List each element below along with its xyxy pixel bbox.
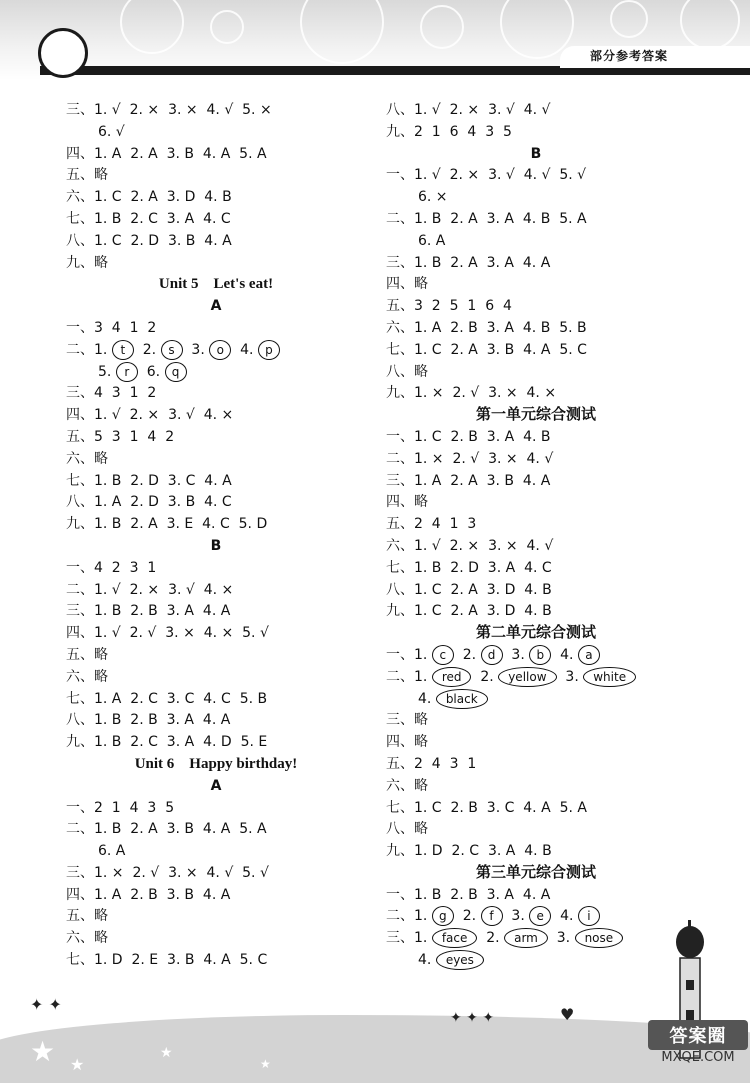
answer-line: 三、1. B 2. B 3. A 4. A [66, 603, 231, 620]
answer-text: 2. [471, 668, 499, 685]
answer-text: 3. [182, 341, 210, 358]
answer-line [386, 950, 686, 972]
subsection-label: B [530, 145, 542, 162]
answer-line: 6. A [98, 843, 126, 860]
answer-text: 3. [502, 908, 530, 925]
subsection-label: B [210, 537, 222, 554]
answer-line: 七、1. A 2. C 3. C 4. C 5. B [66, 690, 268, 707]
circled-answer: e [529, 906, 551, 926]
circled-answer: t [112, 340, 134, 360]
answer-text: 2. [477, 930, 505, 947]
answer-text: 二、1. [386, 908, 432, 925]
answer-line: 四、1. A 2. A 3. B 4. A 5. A [66, 145, 267, 162]
answer-text: 二、1. [66, 341, 112, 358]
section-heading: 第一单元综合测试 [475, 407, 596, 424]
answer-line: 二、1. √ 2. × 3. √ 4. × [66, 581, 234, 598]
answer-line: 七、1. B 2. D 3. A 4. C [386, 559, 552, 576]
answer-line: 九、1. D 2. C 3. A 4. B [386, 843, 552, 860]
watermark-logo: 答案圈 [648, 1020, 748, 1050]
answer-line: 八、1. C 2. D 3. B 4. A [66, 232, 232, 249]
answer-line: 八、略 [386, 363, 428, 380]
answer-line: 一、3 4 1 2 [66, 319, 157, 336]
answer-text: 4. [418, 690, 436, 707]
header-ring-icon [38, 28, 88, 78]
answer-text: 4. [231, 341, 258, 358]
answer-line: 六、略 [386, 777, 428, 794]
circled-answer: g [432, 906, 454, 926]
section-heading: Unit 6 Happy birthday! [134, 755, 298, 772]
circled-word-answer: yellow [498, 667, 556, 687]
answer-line: 七、1. C 2. B 3. C 4. A 5. A [386, 799, 587, 816]
answer-text: 3. [547, 930, 575, 947]
answer-line: 八、1. C 2. A 3. D 4. B [386, 581, 552, 598]
answer-line: 六、略 [66, 930, 108, 947]
answer-text: 6. [137, 363, 165, 380]
answer-line: 八、1. √ 2. × 3. √ 4. √ [386, 102, 551, 118]
circled-word-answer: white [583, 667, 636, 687]
circled-answer: p [258, 340, 280, 360]
answer-line: 6. √ [98, 123, 125, 140]
answer-line: 五、3 2 5 1 6 4 [386, 298, 512, 315]
answer-text: 5. [98, 363, 116, 380]
answer-line: 三、略 [386, 712, 428, 729]
answer-line: 六、1. √ 2. × 3. × 4. √ [386, 537, 554, 554]
answer-line: 三、1. √ 2. × 3. × 4. √ 5. × [66, 102, 272, 118]
circled-answer: b [529, 645, 551, 665]
answer-line: 6. × [418, 189, 448, 206]
section-heading: Unit 5 Let's eat! [158, 276, 274, 293]
answer-line: 二、1. B 2. A 3. B 4. A 5. A [66, 821, 267, 838]
answer-line: 二、1. B 2. A 3. A 4. B 5. A [386, 210, 587, 227]
answer-line: 八、略 [386, 821, 428, 838]
answer-line [386, 928, 686, 950]
circled-answer: o [209, 340, 231, 360]
answer-line: 六、1. C 2. A 3. D 4. B [66, 189, 232, 206]
answer-line: 九、1. B 2. A 3. E 4. C 5. D [66, 516, 268, 533]
answer-text: 4. [418, 952, 436, 969]
answer-line: 6. A [418, 232, 446, 249]
page-header [0, 0, 750, 80]
circled-word-answer: arm [504, 928, 548, 948]
answer-text: 2. [453, 908, 481, 925]
answer-column-right [386, 100, 686, 972]
answer-line: 一、1. B 2. B 3. A 4. A [386, 886, 551, 903]
answer-text: 4. [551, 646, 578, 663]
circled-word-answer: face [432, 928, 478, 948]
page-footer-decoration: ★ ★ ★ ★ ✦ ✦ ✦ ✦ ✦ ♥ [0, 995, 750, 1083]
answer-line [386, 667, 686, 689]
answer-line: 四、略 [386, 276, 428, 293]
circled-answer: c [432, 645, 454, 665]
watermark [648, 1020, 748, 1075]
answer-line: 六、略 [66, 668, 108, 685]
answer-line: 七、1. D 2. E 3. B 4. A 5. C [66, 952, 268, 969]
section-heading: 第二单元综合测试 [475, 625, 596, 642]
answer-line: 四、略 [386, 734, 428, 751]
circled-word-answer: red [432, 667, 472, 687]
answer-line: 九、1. × 2. √ 3. × 4. × [386, 385, 557, 402]
answer-line: 四、1. A 2. B 3. B 4. A [66, 886, 231, 903]
answer-line: 一、1. C 2. B 3. A 4. B [386, 428, 551, 445]
answer-line [386, 689, 686, 711]
answer-line [386, 906, 686, 928]
answer-line: 五、略 [66, 646, 108, 663]
circled-word-answer: eyes [436, 950, 484, 970]
answer-line: 三、1. × 2. √ 3. × 4. √ 5. √ [66, 864, 269, 881]
circled-answer: r [116, 362, 138, 382]
answer-line [386, 645, 686, 667]
circled-answer: s [161, 340, 183, 360]
answer-line: 九、2 1 6 4 3 5 [386, 123, 512, 140]
subsection-label: A [210, 298, 222, 315]
answer-line: 三、1. A 2. A 3. B 4. A [386, 472, 551, 489]
answer-line: 五、5 3 1 4 2 [66, 428, 175, 445]
answer-line: 一、4 2 3 1 [66, 559, 157, 576]
answer-line: 六、1. A 2. B 3. A 4. B 5. B [386, 319, 587, 336]
answer-line: 五、2 4 3 1 [386, 755, 477, 772]
answer-line: 四、略 [386, 494, 428, 511]
circled-answer: f [481, 906, 503, 926]
answer-line: 五、略 [66, 908, 108, 925]
watermark-url: MXQE.COM [661, 1050, 735, 1065]
answer-line: 七、1. B 2. D 3. C 4. A [66, 472, 232, 489]
answer-text: 一、1. [386, 646, 432, 663]
answer-line: 六、略 [66, 450, 108, 467]
answer-line: 九、1. C 2. A 3. D 4. B [386, 603, 552, 620]
answer-line: 五、2 4 1 3 [386, 516, 477, 533]
circled-answer: i [578, 906, 600, 926]
answer-line: 九、1. B 2. C 3. A 4. D 5. E [66, 734, 268, 751]
answer-line: 七、1. B 2. C 3. A 4. C [66, 210, 231, 227]
section-heading: 第三单元综合测试 [475, 864, 596, 881]
answer-text: 4. [551, 908, 578, 925]
circled-word-answer: black [436, 689, 488, 709]
answer-line: 二、1. × 2. √ 3. × 4. √ [386, 450, 554, 467]
answer-line: 四、1. √ 2. √ 3. × 4. × 5. √ [66, 625, 269, 642]
answer-text: 2. [453, 646, 481, 663]
answer-text: 2. [133, 341, 161, 358]
circled-answer: a [578, 645, 600, 665]
answer-text: 3. [556, 668, 584, 685]
circled-answer: d [481, 645, 503, 665]
answer-line: 五、略 [66, 167, 108, 184]
answer-line: 九、略 [66, 254, 108, 271]
answer-text: 3. [502, 646, 530, 663]
answer-line: 一、1. √ 2. × 3. √ 4. √ 5. √ [386, 167, 587, 184]
answer-text: 三、1. [386, 930, 432, 947]
circled-answer: q [165, 362, 187, 382]
answer-column-left [66, 100, 366, 972]
answer-line: 三、4 3 1 2 [66, 385, 157, 402]
circled-word-answer: nose [575, 928, 624, 948]
answer-line: 七、1. C 2. A 3. B 4. A 5. C [386, 341, 587, 358]
subsection-label: A [210, 777, 222, 794]
answer-line: 八、1. A 2. D 3. B 4. C [66, 494, 232, 511]
answer-line [66, 362, 366, 384]
answer-text: 二、1. [386, 668, 432, 685]
answer-line [66, 340, 366, 362]
answer-line: 三、1. B 2. A 3. A 4. A [386, 254, 551, 271]
page-section-title: 部分参考答案 [590, 49, 669, 63]
answer-line: 四、1. √ 2. × 3. √ 4. × [66, 407, 234, 424]
answer-line: 一、2 1 4 3 5 [66, 799, 175, 816]
answer-line: 八、1. B 2. B 3. A 4. A [66, 712, 231, 729]
